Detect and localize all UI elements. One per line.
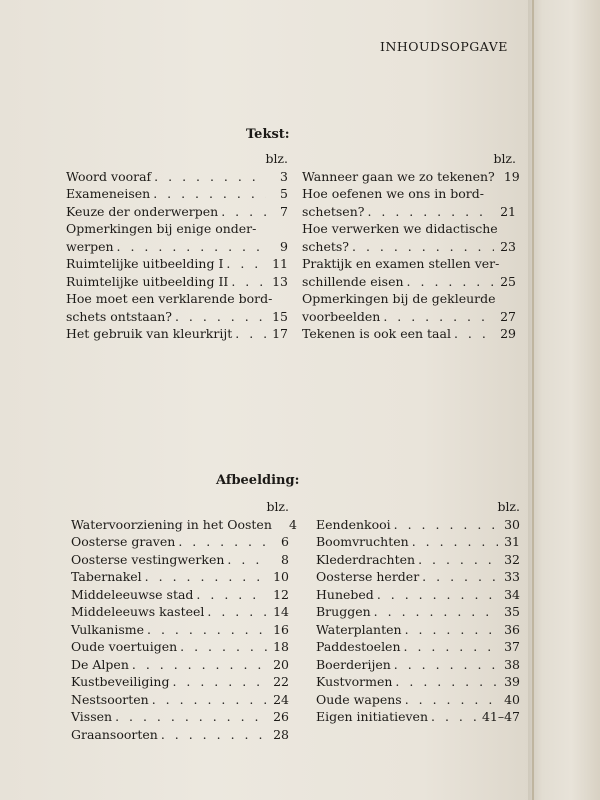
toc-entry: [71, 586, 289, 604]
dot-leader: [144, 621, 267, 639]
toc-entry: [66, 220, 288, 238]
dot-leader: [114, 238, 266, 256]
toc-entry-page: 28: [273, 726, 289, 742]
dot-leader: [371, 603, 498, 621]
toc-tekst-left: [66, 150, 288, 343]
toc-entry-title: Watervoorziening in het Oosten: [71, 516, 272, 532]
toc-entry-title: Bruggen: [316, 604, 371, 619]
toc-entry-title: Paddestoelen: [316, 639, 401, 654]
toc-entry: [302, 168, 520, 186]
toc-entry-title: Eigen initiatieven: [316, 709, 428, 724]
toc-entry: [71, 691, 289, 709]
toc-entry-page: 38: [504, 656, 520, 672]
toc-entry-title: Boomvruchten: [316, 534, 409, 549]
dot-leader: [158, 726, 267, 744]
toc-entry-title: Vissen: [71, 709, 113, 724]
toc-entry-title: Het gebruik van kleurkrijt: [66, 326, 233, 341]
toc-entry-title: werpen: [66, 238, 114, 254]
toc-entry-page: 23: [500, 238, 516, 254]
toc-entry: [302, 273, 516, 291]
toc-entry-page: 33: [504, 569, 520, 584]
toc-entry-title: Hoe oefenen we ons in bord-: [302, 186, 485, 201]
toc-entry: [71, 516, 297, 534]
dot-leader: [149, 691, 267, 709]
dot-leader: [364, 203, 494, 221]
toc-entry: [71, 708, 289, 726]
toc-entry-title: Eendenkooi: [316, 516, 391, 532]
toc-entry-page: 40: [504, 691, 520, 707]
toc-entry: [71, 638, 289, 656]
dot-leader: [177, 638, 267, 656]
toc-entry-page: 24: [273, 691, 289, 707]
toc-entry-page: 3: [280, 168, 288, 184]
toc-entry-page: 4: [288, 516, 297, 532]
toc-entry: [316, 638, 520, 656]
toc-entry-page: 10: [273, 569, 289, 584]
toc-entry-title: Woord vooraf: [66, 168, 152, 184]
toc-entry: [316, 568, 520, 586]
toc-entry-page: 27: [500, 308, 516, 324]
dot-leader: [428, 708, 478, 726]
toc-entry-page: 11: [272, 256, 288, 271]
toc-entry: [316, 603, 520, 621]
toc-entry-page: 41–47: [481, 709, 520, 724]
toc-entry-page: 14: [273, 604, 289, 619]
toc-entry: [302, 308, 516, 326]
dot-leader: [401, 638, 498, 656]
section-title-tekst: Tekst:: [246, 127, 290, 142]
toc-afbeelding-right: [316, 498, 520, 726]
toc-entry-page: 8: [281, 551, 289, 567]
toc-entry-title: Boerderijen: [316, 656, 391, 672]
toc-entry: [316, 691, 520, 709]
toc-entry-title: schets ontstaan?: [66, 308, 172, 324]
toc-entry-title: Opmerkingen bij enige onder-: [66, 221, 257, 236]
toc-entry-title: schets?: [302, 238, 350, 254]
toc-entry-page: 13: [272, 273, 288, 289]
toc-entry: [71, 568, 289, 586]
toc-entry-title: Hunebed: [316, 586, 374, 602]
toc-entry: [302, 290, 516, 308]
toc-entry: [66, 168, 288, 186]
toc-entry-title: Oosterse graven: [71, 534, 176, 549]
toc-tekst-right: [302, 150, 520, 343]
toc-entry-title: Keuze der onderwerpen: [66, 203, 219, 219]
toc-entry-title: Graansoorten: [71, 726, 158, 742]
toc-entry: [316, 551, 520, 569]
dot-leader: [402, 691, 498, 709]
toc-entry: [316, 708, 520, 726]
toc-entry-page: 29: [500, 326, 516, 341]
toc-entry: [71, 603, 289, 621]
toc-entry-title: Hoe verwerken we didactische: [302, 221, 498, 236]
toc-entry: [302, 325, 516, 343]
toc-entry-title: Praktijk en examen stellen ver-: [302, 256, 500, 271]
toc-entry-page: 30: [504, 516, 520, 532]
toc-entry: [316, 586, 520, 604]
toc-entry-title: Oude voertuigen: [71, 639, 178, 654]
dot-leader: [380, 308, 494, 326]
toc-entry-page: 9: [280, 238, 288, 254]
toc-entry-page: 19: [503, 168, 520, 184]
toc-entry-title: Oude wapens: [316, 691, 402, 707]
dot-leader: [204, 603, 267, 621]
toc-entry: [66, 325, 288, 343]
toc-entry: [302, 255, 516, 273]
toc-entry-title: Kustvormen: [316, 674, 393, 689]
toc-entry-title: Tabernakel: [71, 569, 142, 584]
toc-entry: [71, 656, 289, 674]
toc-entry-page: 35: [504, 604, 520, 619]
toc-entry: [302, 238, 516, 256]
toc-entry-page: 22: [273, 674, 289, 689]
toc-entry-title: Ruimtelijke uitbeelding II: [66, 273, 229, 289]
toc-entry-page: 5: [280, 186, 288, 201]
toc-entry-title: Oosterse herder: [316, 569, 420, 584]
toc-entry-title: schillende eisen: [302, 273, 404, 289]
dot-leader: [415, 551, 498, 569]
toc-entry-title: Klederdrachten: [316, 551, 416, 567]
blz-label: blz.: [266, 499, 289, 514]
toc-entry: [316, 673, 520, 691]
toc-entry-title: schetsen?: [302, 203, 365, 219]
dot-leader: [391, 516, 498, 534]
toc-entry-page: 25: [500, 273, 516, 289]
dot-leader: [218, 203, 266, 221]
toc-entry-title: Waterplanten: [316, 621, 402, 637]
dot-leader: [451, 325, 494, 343]
toc-entry-page: 12: [273, 586, 289, 602]
toc-entry-page: 34: [504, 586, 520, 602]
toc-entry-page: 26: [273, 709, 289, 724]
dot-leader: [404, 273, 494, 291]
blz-label: blz.: [497, 499, 520, 514]
toc-entry: [71, 673, 289, 691]
page-edge: [528, 0, 600, 800]
dot-leader: [228, 273, 266, 291]
dot-leader: [224, 551, 267, 569]
page-header: INHOUDSOPGAVE: [380, 39, 508, 54]
toc-entry-page: 7: [280, 203, 288, 219]
toc-entry-title: Exameneisen: [66, 186, 151, 201]
toc-entry-title: Nestsoorten: [71, 691, 149, 707]
toc-entry-page: 18: [273, 639, 289, 654]
toc-entry: [66, 308, 288, 326]
toc-entry: [66, 273, 288, 291]
dot-leader: [391, 656, 498, 674]
toc-entry-title: Oosterse vestingwerken: [71, 551, 225, 567]
dot-leader: [142, 568, 267, 586]
dot-leader: [232, 325, 266, 343]
blz-label: blz.: [493, 151, 516, 166]
toc-entry: [71, 726, 289, 744]
page-edge-line: [532, 0, 534, 800]
dot-leader: [392, 673, 498, 691]
toc-entry-title: Middeleeuwse stad: [71, 586, 194, 602]
toc-entry-page: 6: [281, 534, 289, 549]
toc-entry-title: Ruimtelijke uitbeelding I: [66, 256, 224, 271]
toc-entry-page: 21: [500, 203, 516, 219]
toc-entry-page: 15: [272, 308, 288, 324]
toc-afbeelding-left: [71, 498, 297, 743]
dot-leader: [172, 308, 266, 326]
toc-entry: [66, 203, 288, 221]
toc-entry: [71, 551, 289, 569]
toc-entry: [316, 533, 520, 551]
toc-entry-page: 37: [504, 639, 520, 654]
toc-entry-title: Middeleeuws kasteel: [71, 604, 205, 619]
toc-entry: [71, 533, 289, 551]
dot-leader: [223, 255, 266, 273]
dot-leader: [419, 568, 498, 586]
dot-leader: [112, 708, 267, 726]
dot-leader: [129, 656, 267, 674]
toc-entry-page: 17: [272, 326, 288, 341]
dot-leader: [193, 586, 267, 604]
toc-entry-page: 36: [504, 621, 520, 637]
dot-leader: [175, 533, 267, 551]
toc-entry-title: Wanneer gaan we zo tekenen?: [302, 168, 495, 184]
toc-entry-title: De Alpen: [71, 656, 129, 672]
dot-leader: [151, 168, 266, 186]
dot-leader: [349, 238, 494, 256]
toc-entry-title: voorbeelden: [302, 308, 381, 324]
toc-entry-page: 32: [504, 551, 520, 567]
toc-entry-title: Hoe moet een verklarende bord-: [66, 291, 273, 306]
toc-entry: [66, 238, 288, 256]
dot-leader: [402, 621, 498, 639]
toc-entry-title: Vulkanisme: [71, 621, 145, 637]
toc-entry: [66, 290, 288, 308]
toc-entry: [302, 185, 516, 203]
dot-leader: [374, 586, 498, 604]
dot-leader: [150, 185, 266, 203]
toc-entry: [302, 220, 516, 238]
blz-label: blz.: [265, 151, 288, 166]
toc-entry-title: Opmerkingen bij de gekleurde: [302, 291, 496, 306]
toc-entry-page: 31: [504, 534, 520, 549]
toc-entry: [71, 621, 289, 639]
toc-entry: [66, 185, 288, 203]
toc-entry-page: 20: [273, 656, 289, 672]
toc-entry-page: 16: [273, 621, 289, 637]
toc-entry: [316, 621, 520, 639]
toc-entry: [316, 516, 520, 534]
toc-entry: [66, 255, 288, 273]
toc-entry-page: 39: [504, 674, 520, 689]
toc-entry: [302, 203, 516, 221]
dot-leader: [169, 673, 267, 691]
section-title-afbeelding: Afbeelding:: [216, 473, 300, 488]
toc-entry-title: Kustbeveiliging: [71, 674, 170, 689]
dot-leader: [409, 533, 498, 551]
toc-entry: [316, 656, 520, 674]
toc-entry-title: Tekenen is ook een taal: [302, 326, 451, 341]
